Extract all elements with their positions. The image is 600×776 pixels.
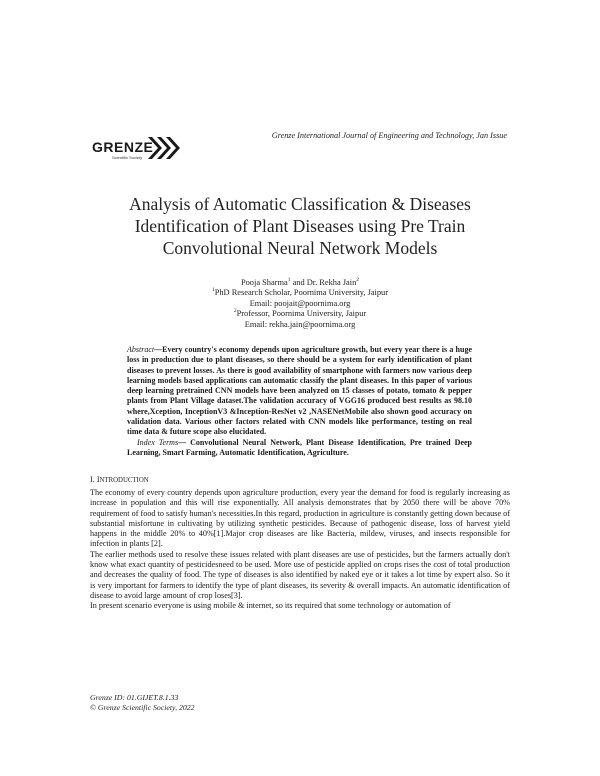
abstract-label: Abstract xyxy=(127,345,155,354)
paragraph: In present scenario everyone is using mobile & internet, so its required that some technology or automation of xyxy=(90,601,451,611)
email-2: Email: rekha.jain@poornima.org xyxy=(244,319,356,329)
title-line: Analysis of Automatic Classification & Diseases xyxy=(129,194,471,214)
abstract-text: —Every country's economy depends upon agriculture growth, but every year there is a huge loss in production due to plant diseases, so there should be a system for early identification of plant diseases to prevent losses. As there is good availability of smartphone with farmers now various deep learning models based applications can automatic classify the plant diseases. In this paper of various deep learning pretrained CNN models have been analyzed on 15 classes of potato, tomato & pepper plants from Plant Village dataset.The validation accuracy of VGG16 produced best results as 98.10 where,Xception, InceptionV3 &Inception-ResNet v2 ,NASENetMobile also shown good accuracy on validation data. Various other factors related with CNN models like performance, testing on real time data & future scope also elucidated. xyxy=(127,345,472,437)
paragraph: The economy of every country depends upon agriculture production, every year the demand for food is regularly increasing as increase in population and this will rise exponentially. All analysis demonstrates that by 2050 there will be above 70% requirement of food to satisfy human's necessities.In this regard, production in agriculture is constantly getting down because of substantial misfortune in cultivating by utilizing synthetic pesticides. Because of pathogenic disease, loss of harvest yield happens in the middle 20% to 40%[1].Major crop diseases are like Bacteria, mildew, viruses, and insects responsible for infection in plants [2]. xyxy=(90,488,510,549)
affiliation-2: $^2$Professor, Poornima University, Jaipur xyxy=(233,308,367,319)
chevron-arrows-icon xyxy=(146,135,186,161)
logo-word: GRENZE xyxy=(92,139,154,155)
paper-title xyxy=(90,193,510,259)
index-terms xyxy=(127,438,472,459)
body-text xyxy=(90,488,510,612)
copyright: © Grenze Scientific Society, 2022 xyxy=(90,703,195,712)
title-line: Convolutional Neural Network Models xyxy=(162,238,438,258)
grenze-logo xyxy=(92,131,184,165)
title-line: Identification of Plant Diseases using Pre Train xyxy=(134,216,466,236)
index-terms-label: Index Terms xyxy=(137,438,179,447)
author-names: Pooja Sharma$^1$ and Dr. Rekha Jain$^2$ xyxy=(240,277,360,287)
paragraph: The earlier methods used to resolve these issues related with plant diseases are use of pesticides, but the farmers actually don't know what exact quantity of pesticidesneed to be used. More use of pesticide applied on crops rises the cost of total production and decreases the quality of food. The type of diseases is also identified by naked eye or it takes a lot time by expert also. So it is very important for farmers to identify the type of plant diseases, its severity & overall impacts. An automatic identification of disease to avoid large amount of crop loses[3]. xyxy=(90,549,510,600)
section-heading: I. INTRODUCTION xyxy=(90,475,149,484)
journal-header: Grenze International Journal of Engineering and Technology, Jan Issue xyxy=(271,131,507,140)
index-terms-text: — Convolutional Neural Network, Plant Disease Identification, Pre trained Deep Learning, Smart Farming, Automatic Identification, Agriculture. xyxy=(127,438,472,458)
email-1: Email: poojait@poornima.org xyxy=(249,298,351,308)
logo-tagline: Scientific Society xyxy=(112,155,143,160)
author-block xyxy=(90,278,510,330)
footer xyxy=(90,693,195,713)
grenze-id: Grenze ID: 01.GIJET.8.1.33 xyxy=(90,693,179,702)
affiliation-1: $^1$PhD Research Scholar, Poornima University, Jaipur xyxy=(211,287,389,298)
abstract xyxy=(127,345,472,438)
